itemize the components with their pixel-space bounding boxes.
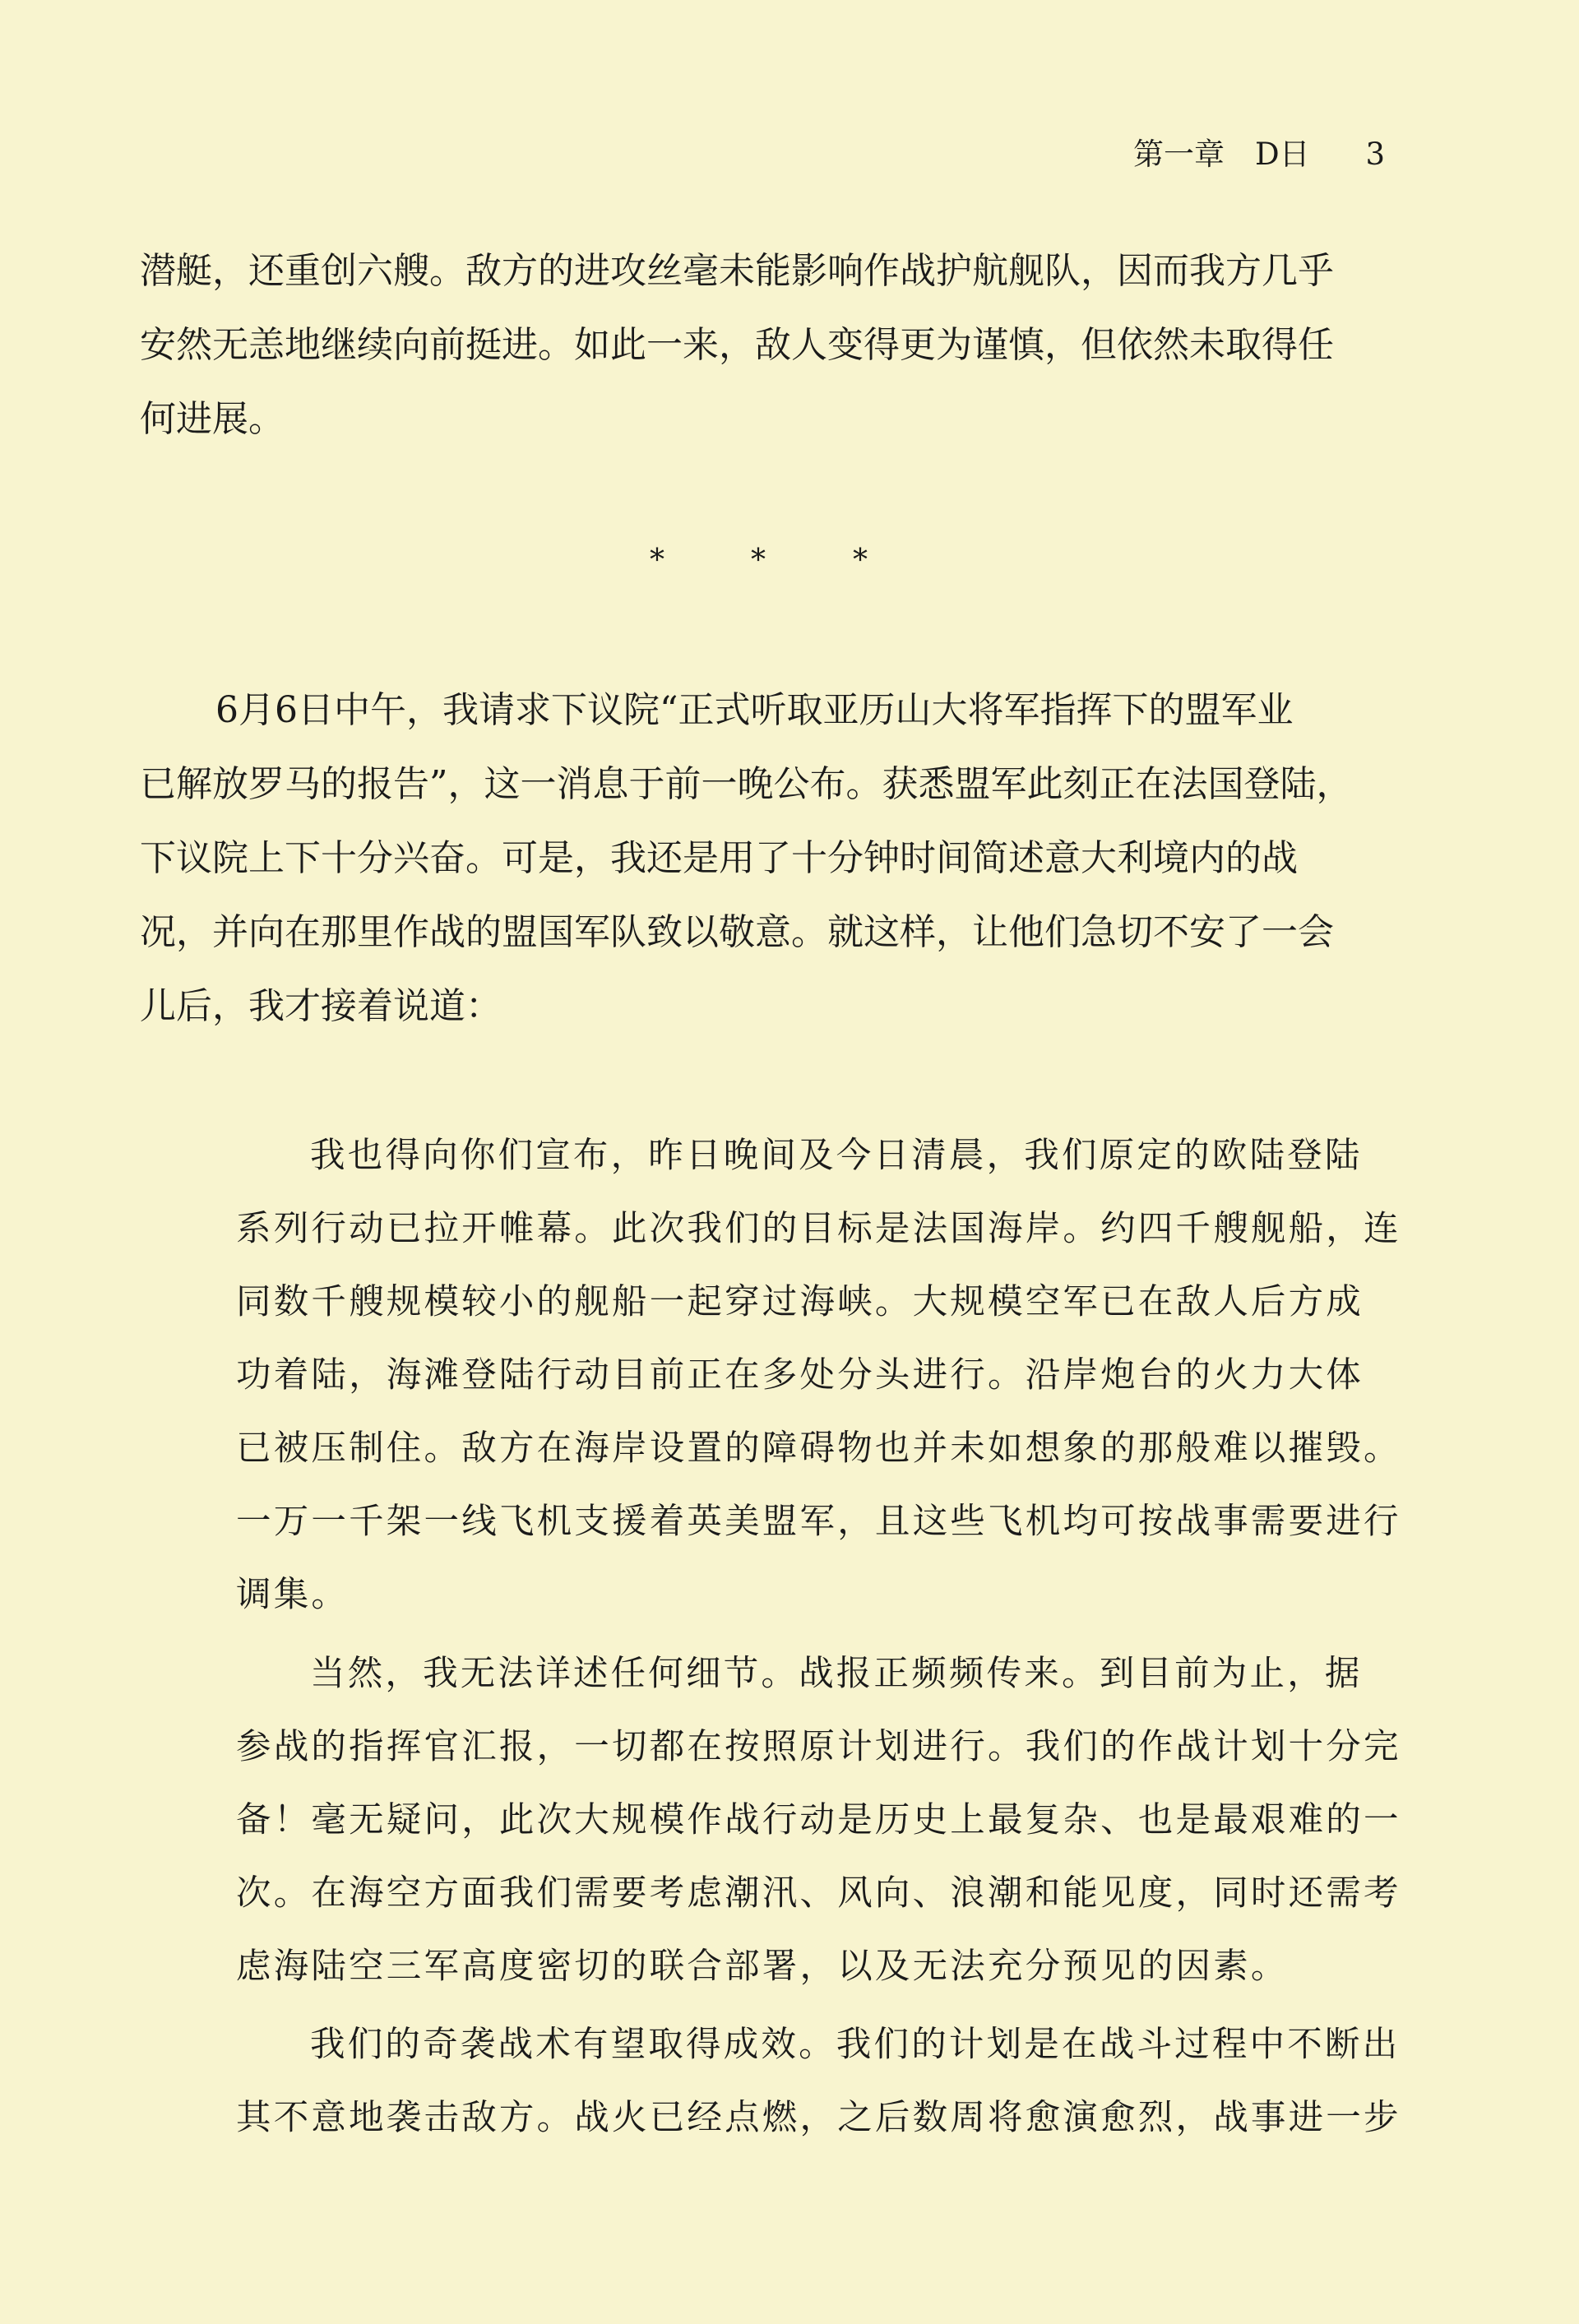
quote-line: 当然，我无法详述任何细节。战报正频频传来。到目前为止，据 xyxy=(310,1654,1363,1694)
separator-star: * xyxy=(751,544,766,577)
quote-line: 一万一千架一线飞机支援着英美盟军，且这些飞机均可按战事需要进行 xyxy=(236,1502,1401,1542)
paragraph2-line: 下议院上下十分兴奋。可是，我还是用了十分钟时间简述意大利境内的战 xyxy=(140,837,1298,879)
paragraph2-line: 已解放罗马的报告”，这一消息于前一晚公布。获悉盟军此刻正在法国登陆， xyxy=(140,763,1353,805)
quote-line: 我也得向你们宣布，昨日晚间及今日清晨，我们原定的欧陆登陆 xyxy=(310,1136,1363,1176)
paragraph1-line: 安然无恙地继续向前挺进。如此一来，敌人变得更为谨慎，但依然未取得任 xyxy=(140,324,1334,366)
separator-star: * xyxy=(650,544,664,577)
quote-line: 系列行动已拉开帷幕。此次我们的目标是法国海岸。约四千艘舰船，连 xyxy=(236,1209,1401,1249)
quote-line: 参战的指挥官汇报，一切都在按照原计划进行。我们的作战计划十分完 xyxy=(236,1727,1401,1767)
paragraph1-line: 潜艇，还重创六艘。敌方的进攻丝毫未能影响作战护航舰队，因而我方几乎 xyxy=(140,250,1334,292)
chapter-title: 第一章 D日 xyxy=(1133,137,1310,172)
quote-line: 调集。 xyxy=(236,1575,350,1615)
separator-star: * xyxy=(853,544,868,577)
quote-line: 其不意地袭击敌方。战火已经点燃，之后数周将愈演愈烈，战事进一步 xyxy=(236,2098,1401,2138)
quote-line: 同数千艘规模较小的舰船一起穿过海峡。大规模空军已在敌人后方成 xyxy=(236,1282,1364,1322)
running-header xyxy=(1133,133,1396,176)
paragraph2-line: 儿后，我才接着说道： xyxy=(140,985,502,1027)
quote-line: 备！毫无疑问，此次大规模作战行动是历史上最复杂、也是最艰难的一 xyxy=(236,1800,1401,1840)
paragraph1-line: 何进展。 xyxy=(140,398,285,440)
quote-line: 次。在海空方面我们需要考虑潮汛、风向、浪潮和能见度，同时还需考 xyxy=(236,1873,1401,1914)
paragraph2-line: 6月6日中午，我请求下议院“正式听取亚历山大将军指挥下的盟军业 xyxy=(215,689,1294,731)
quote-line: 功着陆，海滩登陆行动目前正在多处分头进行。沿岸炮台的火力大体 xyxy=(236,1355,1364,1396)
paragraph2-line: 况，并向在那里作战的盟国军队致以敬意。就这样，让他们急切不安了一会 xyxy=(140,911,1334,953)
quote-line: 已被压制住。敌方在海岸设置的障碍物也并未如想象的那般难以摧毁。 xyxy=(236,1428,1401,1469)
quote-line: 虑海陆空三军高度密切的联合部署，以及无法充分预见的因素。 xyxy=(236,1947,1289,1987)
page-number: 3 xyxy=(1365,137,1385,172)
section-separator xyxy=(650,536,929,586)
quote-line: 我们的奇袭战术有望取得成效。我们的计划是在战斗过程中不断出 xyxy=(310,2025,1401,2065)
